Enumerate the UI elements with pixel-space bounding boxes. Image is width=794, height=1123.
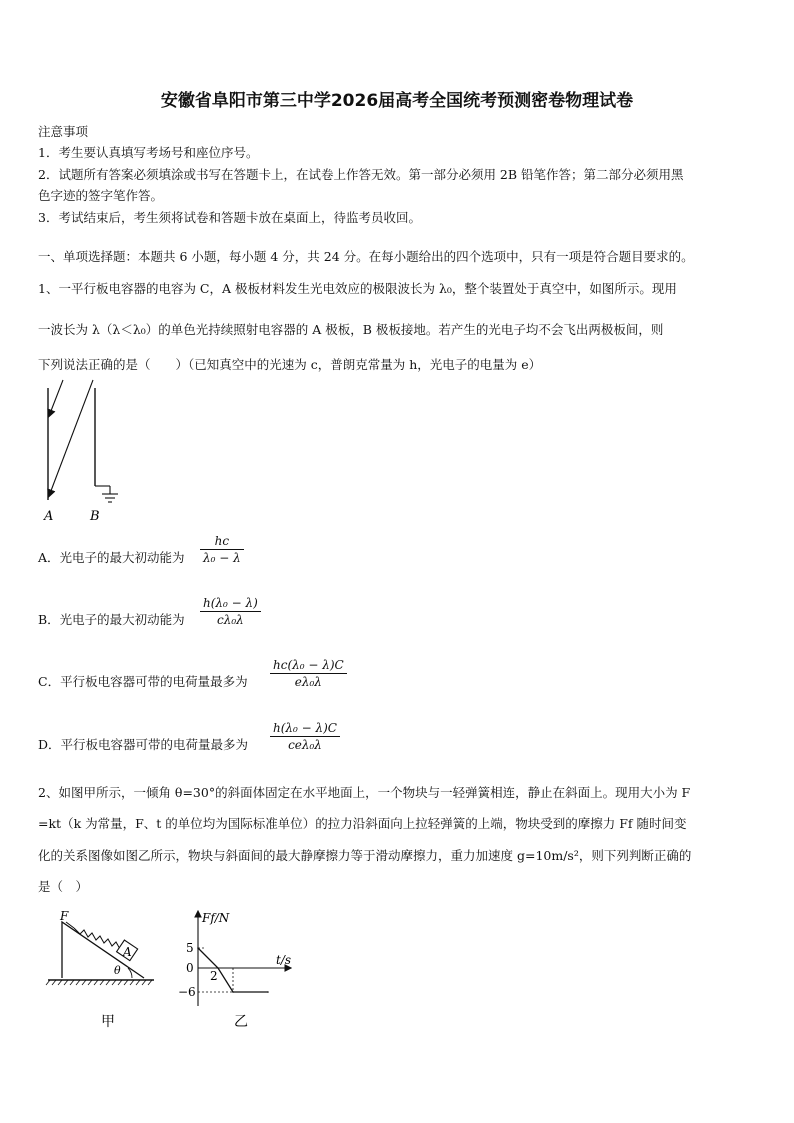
notice-item-1: 1．考生要认真填写考场号和座位序号。 [38,145,259,160]
incline-figure [44,906,164,1036]
x-axis-label: t/s [276,953,292,967]
option-d-text: D．平行板电容器可带的电荷量最多为 [38,737,249,752]
q1-line-2: 一波长为 λ（λ＜λ₀）的单色光持续照射电容器的 A 极板，B 极板接地。若产生的光电子均不会飞出两极板间，则 [38,322,664,337]
q2-line-1: 2、如图甲所示，一倾角 θ=30°的斜面体固定在水平地面上，一个物块与一轻弹簧相连，静止在斜面上。现用大小为 F [38,785,691,800]
option-c-numerator: hc(λ₀ − λ)C [273,658,344,672]
tick-2: 2 [210,969,218,983]
fig-yi-caption: 乙 [234,1014,248,1030]
tick-0: 0 [186,961,194,975]
tick-neg6: −6 [178,985,196,999]
friction-graph [172,906,302,1036]
data-point [232,991,234,993]
option-a-numerator: hc [214,534,230,548]
section-heading: 一、单项选择题：本题共 6 小题，每小题 4 分，共 24 分。在每小题给出的四个选项中，只有一项是符合题目要求的。 [38,249,694,264]
option-d-denominator: ceλ₀λ [288,738,322,752]
force-label: F [60,909,69,923]
notice-heading: 注意事项 [38,124,89,139]
q1-capacitor-figure [38,378,138,528]
page-title: 安徽省阜阳市第三中学2026届高考全国统考预测密卷物理试卷 [160,91,634,111]
option-a-formula [200,534,244,565]
q2-line-3: 化的关系图像如图乙所示，物块与斜面间的最大静摩擦力等于滑动摩擦力，重力加速度 g=10m/s²，则下列判断正确的 [38,848,692,863]
notice-item-3: 3．考试结束后，考生须将试卷和答题卡放在桌面上，待监考员收回。 [38,210,421,225]
data-point [197,947,199,949]
option-b-formula [200,596,261,627]
label-b: B [90,509,100,524]
q2-line-4: 是（ ） [38,879,89,894]
label-a: A [44,509,54,524]
notice-item-2-cont: 色字迹的签字笔作答。 [38,188,164,203]
q2-line-2: =kt（k 为常量，F、t 的单位均为国际标准单位）的拉力沿斜面向上拉轻弹簧的上端，物块受到的摩擦力 Ff 随时间变 [38,816,687,831]
option-a-denominator: λ₀ − λ [203,551,241,565]
block-label: A [123,945,132,959]
option-d-numerator: h(λ₀ − λ)C [273,721,337,735]
q1-line-3: 下列说法正确的是（ ）（已知真空中的光速为 c，普朗克常量为 h，光电子的电量为 e） [38,357,542,372]
tick-5: 5 [186,941,194,955]
y-axis-label: Ff/N [202,911,230,925]
fig-jia-caption: 甲 [101,1014,115,1030]
light-ray-1 [49,380,63,416]
option-b-text: B．光电子的最大初动能为 [38,612,185,627]
option-a-text: A．光电子的最大初动能为 [38,550,185,565]
option-c-denominator: eλ₀λ [294,675,322,689]
option-c-formula [270,658,347,689]
option-c-text: C．平行板电容器可带的电荷量最多为 [38,674,248,689]
data-point [217,967,219,969]
option-b-numerator: h(λ₀ − λ) [203,596,258,610]
light-ray-2 [49,380,93,496]
data-point [267,991,269,993]
theta-label: θ [114,964,121,977]
q1-line-1: 1、一平行板电容器的电容为 C，A 极板材料发生光电效应的极限波长为 λ₀，整个装置处于真空中，如图所示。现用 [38,281,677,296]
option-d-formula [270,721,340,752]
notice-item-2: 2．试题所有答案必须填涂或书写在答题卡上，在试卷上作答无效。第一部分必须用 2B 铅笔作答；第二部分必须用黑 [38,167,684,182]
option-b-denominator: cλ₀λ [217,613,244,627]
